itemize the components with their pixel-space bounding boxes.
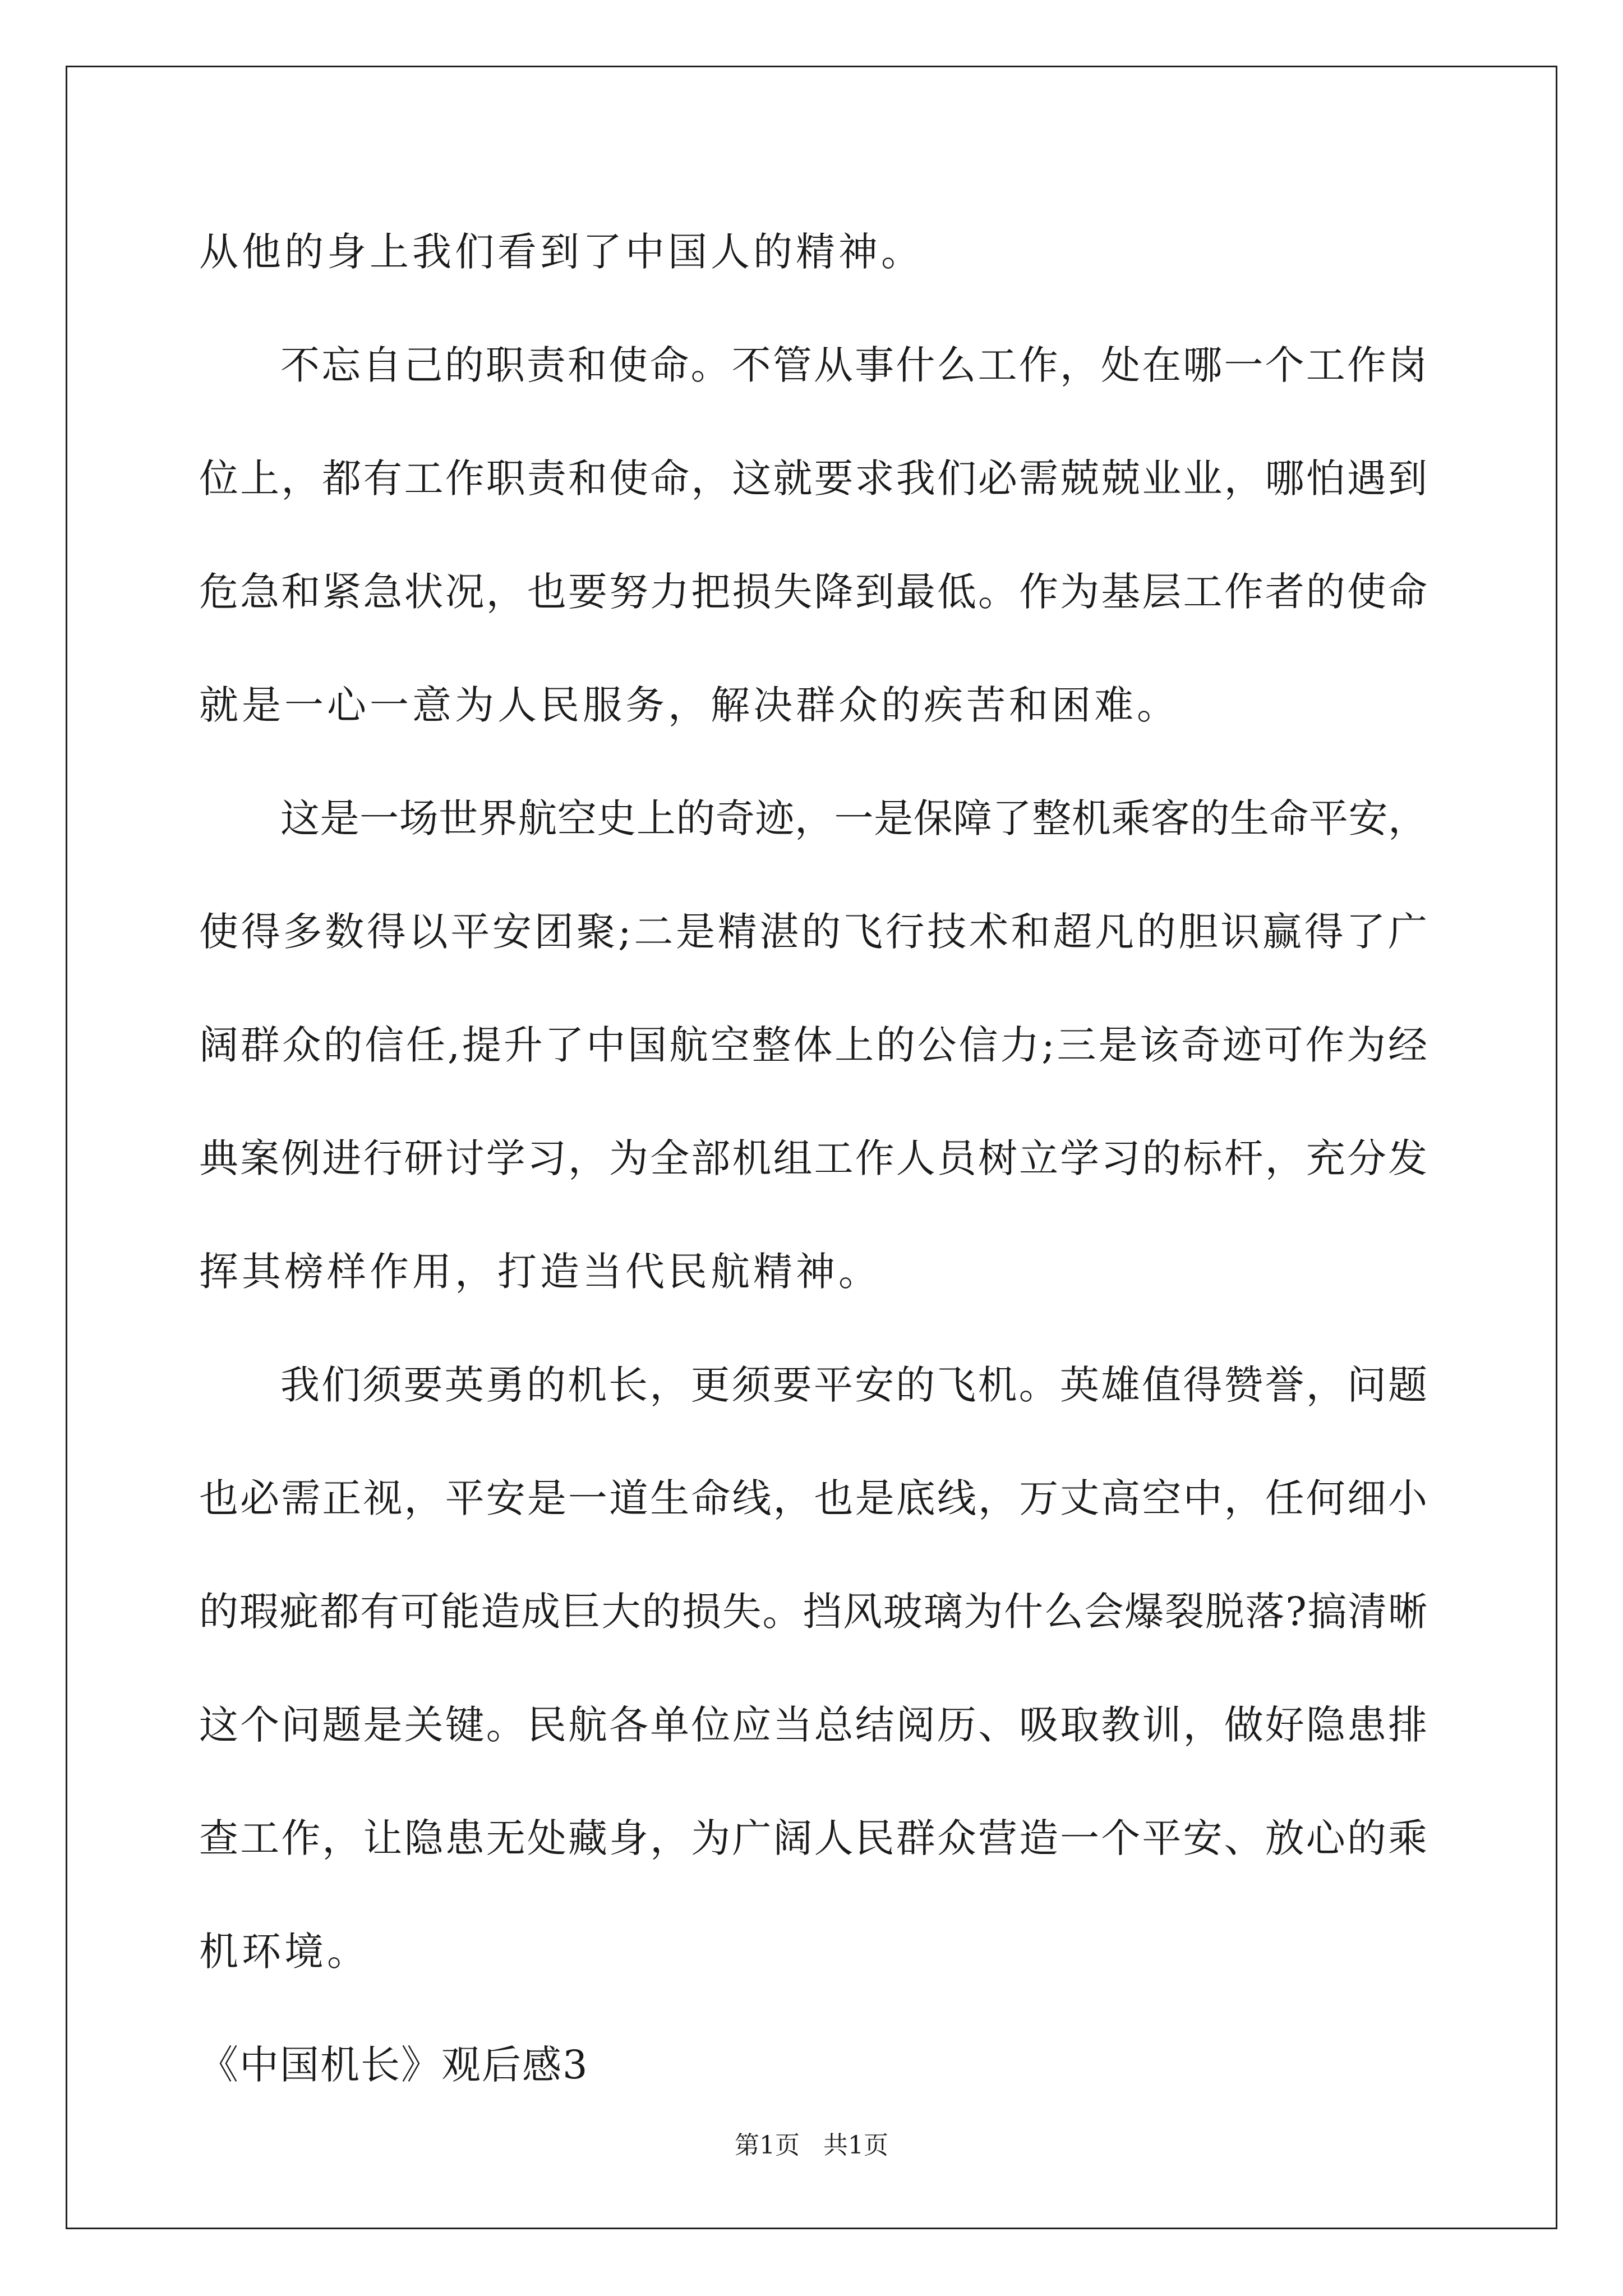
section-heading: 《中国机长》观后感3 [199,2042,589,2088]
page-footer: 第1页 共1页 [735,2131,888,2160]
body-line-2: 不忘自己的职责和使命。不管从事什么工作，处在哪一个工作岗 [280,342,1427,388]
body-line-13: 的瑕疵都有可能造成巨大的损失。挡风玻璃为什么会爆裂脱落?搞清晰 [199,1589,1427,1635]
body-line-10: 挥其榜样作用，打造当代民航精神。 [199,1249,881,1295]
body-line-11: 我们须要英勇的机长，更须要平安的飞机。英雄值得赞誉，问题 [280,1362,1427,1408]
body-line-1: 从他的身上我们看到了中国人的精神。 [199,229,924,275]
body-line-4: 危急和紧急状况，也要努力把损失降到最低。作为基层工作者的使命 [199,569,1427,615]
body-line-16: 机环境。 [199,1929,370,1975]
body-line-15: 查工作，让隐患无处藏身，为广阔人民群众营造一个平安、放心的乘 [199,1815,1427,1861]
body-line-14: 这个问题是关键。民航各单位应当总结阅历、吸取教训，做好隐患排 [199,1702,1427,1748]
body-line-6: 这是一场世界航空史上的奇迹，一是保障了整机乘客的生命平安， [280,795,1427,841]
body-line-3: 位上，都有工作职责和使命，这就要求我们必需兢兢业业，哪怕遇到 [199,455,1427,501]
body-line-12: 也必需正视，平安是一道生命线，也是底线，万丈高空中，任何细小 [199,1475,1427,1521]
document-body [199,195,1427,2122]
body-line-5: 就是一心一意为人民服务，解决群众的疾苦和困难。 [199,682,1179,728]
body-line-9: 典案例进行研讨学习，为全部机组工作人员树立学习的标杆，充分发 [199,1135,1427,1181]
body-line-7: 使得多数得以平安团聚;二是精湛的飞行技术和超凡的胆识赢得了广 [199,909,1427,955]
body-line-8: 阔群众的信任,提升了中国航空整体上的公信力;三是该奇迹可作为经 [199,1022,1427,1068]
